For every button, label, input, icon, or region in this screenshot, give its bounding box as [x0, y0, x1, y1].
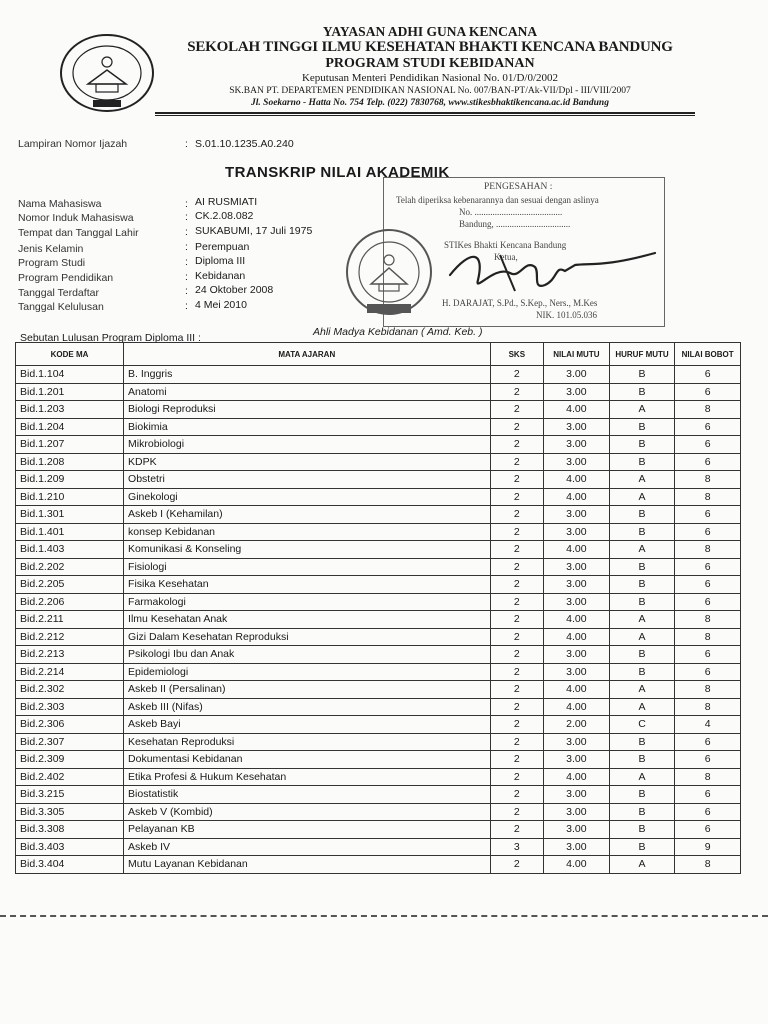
cell-kode: Bid.1.204: [16, 418, 124, 436]
cell-sks: 2: [490, 646, 544, 664]
cell-nilai-bobot: 8: [675, 681, 741, 699]
cell-kode: Bid.2.302: [16, 681, 124, 699]
table-row: [16, 663, 741, 681]
cell-sks: 2: [490, 401, 544, 419]
table-row: [16, 418, 741, 436]
cell-mata-ajaran: Biokimia: [124, 418, 491, 436]
pengesahan-line: Ketua,: [494, 252, 518, 262]
cell-mata-ajaran: Ginekologi: [124, 488, 491, 506]
cell-mata-ajaran: Anatomi: [124, 383, 491, 401]
table-row: [16, 558, 741, 576]
colon: :: [185, 285, 188, 297]
pengesahan-line: Telah diperiksa kebenarannya dan sesuai dengan aslinya: [396, 195, 599, 205]
colon: :: [185, 271, 188, 283]
cell-kode: Bid.3.404: [16, 856, 124, 874]
cell-huruf-mutu: A: [609, 401, 675, 419]
cell-mata-ajaran: Ilmu Kesehatan Anak: [124, 611, 491, 629]
cell-mata-ajaran: Gizi Dalam Kesehatan Reproduksi: [124, 628, 491, 646]
table-row: [16, 803, 741, 821]
cell-nilai-mutu: 4.00: [544, 628, 610, 646]
cell-nilai-bobot: 6: [675, 821, 741, 839]
cell-nilai-bobot: 8: [675, 628, 741, 646]
cell-mata-ajaran: konsep Kebidanan: [124, 523, 491, 541]
cell-nilai-mutu: 3.00: [544, 383, 610, 401]
cell-mata-ajaran: Pelayanan KB: [124, 821, 491, 839]
cell-nilai-bobot: 6: [675, 436, 741, 454]
cell-huruf-mutu: B: [609, 663, 675, 681]
cell-sks: 2: [490, 768, 544, 786]
cell-sks: 2: [490, 541, 544, 559]
school-logo: [58, 32, 156, 114]
cell-sks: 2: [490, 733, 544, 751]
table-row: [16, 506, 741, 524]
pengesahan-line: STIKes Bhakti Kencana Bandung: [444, 240, 567, 250]
cell-nilai-bobot: 6: [675, 786, 741, 804]
table-body: [16, 366, 741, 874]
pengesahan-line: Bandung, .................................: [459, 219, 571, 229]
table-row: [16, 786, 741, 804]
cell-huruf-mutu: B: [609, 558, 675, 576]
official-stamp: [343, 226, 435, 318]
cell-nilai-mutu: 2.00: [544, 716, 610, 734]
cell-sks: 2: [490, 418, 544, 436]
student-label: Nomor Induk Mahasiswa: [18, 212, 134, 224]
student-value: 4 Mei 2010: [195, 299, 247, 311]
cell-huruf-mutu: B: [609, 383, 675, 401]
school-name: SEKOLAH TINGGI ILMU KESEHATAN BHAKTI KENCANA BANDUNG: [187, 39, 673, 55]
table-row: [16, 401, 741, 419]
cell-sks: 2: [490, 436, 544, 454]
cell-kode: Bid.1.301: [16, 506, 124, 524]
pengesahan-line: No. .......................................: [459, 207, 563, 217]
cell-sks: 2: [490, 716, 544, 734]
header-rule: [155, 112, 695, 114]
cell-kode: Bid.3.403: [16, 838, 124, 856]
cell-nilai-mutu: 3.00: [544, 821, 610, 839]
student-value: CK.2.08.082: [195, 210, 254, 222]
cell-kode: Bid.1.201: [16, 383, 124, 401]
sebutan-value: Ahli Madya Kebidanan ( Amd. Keb. ): [313, 326, 483, 338]
cell-sks: 2: [490, 558, 544, 576]
table-row: [16, 611, 741, 629]
cell-huruf-mutu: B: [609, 838, 675, 856]
cell-nilai-bobot: 9: [675, 838, 741, 856]
cell-nilai-bobot: 6: [675, 576, 741, 594]
cell-huruf-mutu: C: [609, 716, 675, 734]
cell-huruf-mutu: A: [609, 611, 675, 629]
header-kode: KODE MA: [16, 343, 124, 366]
cell-mata-ajaran: Askeb I (Kehamilan): [124, 506, 491, 524]
cell-mata-ajaran: Obstetri: [124, 471, 491, 489]
cell-kode: Bid.2.214: [16, 663, 124, 681]
table-row: [16, 716, 741, 734]
cell-huruf-mutu: B: [609, 751, 675, 769]
cell-mata-ajaran: Mikrobiologi: [124, 436, 491, 454]
table-row: [16, 383, 741, 401]
table-row: [16, 768, 741, 786]
cell-nilai-bobot: 8: [675, 698, 741, 716]
cell-nilai-mutu: 3.00: [544, 593, 610, 611]
cell-kode: Bid.2.306: [16, 716, 124, 734]
cell-nilai-mutu: 3.00: [544, 663, 610, 681]
colon: :: [185, 198, 188, 210]
program-name: PROGRAM STUDI KEBIDANAN: [325, 56, 535, 71]
cell-huruf-mutu: B: [609, 646, 675, 664]
table-row: [16, 821, 741, 839]
cell-mata-ajaran: Psikologi Ibu dan Anak: [124, 646, 491, 664]
cell-nilai-bobot: 6: [675, 366, 741, 384]
signature: [440, 245, 665, 300]
cell-nilai-mutu: 3.00: [544, 558, 610, 576]
cell-sks: 2: [490, 506, 544, 524]
cell-sks: 2: [490, 453, 544, 471]
cell-huruf-mutu: A: [609, 698, 675, 716]
cell-nilai-mutu: 3.00: [544, 366, 610, 384]
cell-sks: 2: [490, 663, 544, 681]
cell-sks: 2: [490, 523, 544, 541]
cell-mata-ajaran: Fisiologi: [124, 558, 491, 576]
cell-kode: Bid.2.213: [16, 646, 124, 664]
header-rule-thin: [155, 115, 695, 116]
table-row: [16, 681, 741, 699]
cell-mata-ajaran: Askeb IV: [124, 838, 491, 856]
cell-kode: Bid.3.215: [16, 786, 124, 804]
student-label: Program Studi: [18, 257, 86, 269]
grades-table: [15, 342, 741, 874]
cell-mata-ajaran: Fisika Kesehatan: [124, 576, 491, 594]
cell-kode: Bid.1.208: [16, 453, 124, 471]
cell-nilai-bobot: 6: [675, 593, 741, 611]
cell-nilai-bobot: 6: [675, 418, 741, 436]
cell-nilai-mutu: 3.00: [544, 523, 610, 541]
cell-huruf-mutu: B: [609, 786, 675, 804]
cell-nilai-bobot: 6: [675, 383, 741, 401]
colon: :: [185, 241, 188, 253]
header-sks: SKS: [490, 343, 544, 366]
cell-huruf-mutu: A: [609, 541, 675, 559]
cell-nilai-mutu: 4.00: [544, 541, 610, 559]
cell-kode: Bid.2.202: [16, 558, 124, 576]
colon: :: [185, 138, 188, 150]
cell-sks: 2: [490, 698, 544, 716]
table-row: [16, 488, 741, 506]
cell-huruf-mutu: A: [609, 768, 675, 786]
student-label: Jenis Kelamin: [18, 243, 84, 255]
cell-nilai-mutu: 3.00: [544, 453, 610, 471]
table-row: [16, 751, 741, 769]
cell-mata-ajaran: Epidemiologi: [124, 663, 491, 681]
cell-mata-ajaran: Biologi Reproduksi: [124, 401, 491, 419]
student-value: Diploma III: [195, 255, 246, 267]
cell-nilai-mutu: 3.00: [544, 733, 610, 751]
table-row: [16, 541, 741, 559]
cell-huruf-mutu: B: [609, 733, 675, 751]
cell-sks: 2: [490, 681, 544, 699]
table-row: [16, 593, 741, 611]
cell-kode: Bid.1.203: [16, 401, 124, 419]
cell-nilai-mutu: 3.00: [544, 786, 610, 804]
cell-sks: 2: [490, 786, 544, 804]
table-row: [16, 646, 741, 664]
student-label: Program Pendidikan: [18, 272, 114, 284]
signatory-name: H. DARAJAT, S.Pd., S.Kep., Ners., M.Kes: [442, 298, 598, 308]
cell-kode: Bid.1.210: [16, 488, 124, 506]
address-line: Jl. Soekarno - Hatta No. 754 Telp. (022) 7830768, www.stikesbhaktikencana.ac.id Bandung: [251, 98, 609, 108]
student-label: Nama Mahasiswa: [18, 198, 102, 210]
cell-nilai-bobot: 6: [675, 733, 741, 751]
cell-nilai-mutu: 4.00: [544, 698, 610, 716]
cell-nilai-mutu: 3.00: [544, 576, 610, 594]
cell-kode: Bid.3.305: [16, 803, 124, 821]
cell-kode: Bid.1.403: [16, 541, 124, 559]
student-value: Perempuan: [195, 241, 250, 253]
cell-nilai-bobot: 8: [675, 401, 741, 419]
cell-mata-ajaran: KDPK: [124, 453, 491, 471]
table-row: [16, 856, 741, 874]
lampiran-label: Lampiran Nomor Ijazah: [18, 138, 128, 150]
cell-kode: Bid.2.212: [16, 628, 124, 646]
cell-sks: 2: [490, 488, 544, 506]
cell-mata-ajaran: Askeb III (Nifas): [124, 698, 491, 716]
cell-nilai-bobot: 6: [675, 453, 741, 471]
cell-nilai-mutu: 3.00: [544, 803, 610, 821]
cell-kode: Bid.3.308: [16, 821, 124, 839]
table-row: [16, 576, 741, 594]
cell-sks: 2: [490, 803, 544, 821]
student-value: SUKABUMI, 17 Juli 1975: [195, 225, 313, 237]
table-row: [16, 838, 741, 856]
cell-nilai-mutu: 4.00: [544, 471, 610, 489]
pengesahan-heading: PENGESAHAN :: [484, 182, 553, 192]
cell-huruf-mutu: B: [609, 821, 675, 839]
cell-nilai-mutu: 4.00: [544, 681, 610, 699]
cell-huruf-mutu: B: [609, 418, 675, 436]
cell-huruf-mutu: B: [609, 576, 675, 594]
cell-nilai-mutu: 3.00: [544, 838, 610, 856]
cell-mata-ajaran: Askeb Bayi: [124, 716, 491, 734]
cell-mata-ajaran: Farmakologi: [124, 593, 491, 611]
table-row: [16, 628, 741, 646]
cell-huruf-mutu: B: [609, 593, 675, 611]
student-label: Tanggal Kelulusan: [18, 301, 104, 313]
cell-nilai-mutu: 4.00: [544, 401, 610, 419]
cell-huruf-mutu: B: [609, 453, 675, 471]
cell-nilai-bobot: 6: [675, 663, 741, 681]
cell-huruf-mutu: B: [609, 803, 675, 821]
cell-kode: Bid.2.309: [16, 751, 124, 769]
accreditation-line: SK.BAN PT. DEPARTEMEN PENDIDIKAN NASIONAL No. 007/BAN-PT/Ak-VII/Dpl - III/VIII/2007: [229, 86, 631, 96]
cell-nilai-bobot: 6: [675, 646, 741, 664]
cell-nilai-mutu: 4.00: [544, 768, 610, 786]
cell-mata-ajaran: Biostatistik: [124, 786, 491, 804]
cell-kode: Bid.2.303: [16, 698, 124, 716]
student-label: Tempat dan Tanggal Lahir: [18, 227, 139, 239]
cell-nilai-mutu: 3.00: [544, 646, 610, 664]
colon: :: [185, 211, 188, 223]
sebutan-label: Sebutan Lulusan Program Diploma III :: [20, 332, 201, 344]
student-label: Tanggal Terdaftar: [18, 287, 99, 299]
cell-sks: 2: [490, 856, 544, 874]
lampiran-value: S.01.10.1235.A0.240: [195, 138, 294, 150]
student-value: 24 Oktober 2008: [195, 284, 274, 296]
cell-nilai-bobot: 8: [675, 541, 741, 559]
cell-nilai-mutu: 4.00: [544, 611, 610, 629]
cell-nilai-mutu: 3.00: [544, 436, 610, 454]
header-nilai-bobot: NILAI BOBOT: [675, 343, 741, 366]
table-row: [16, 733, 741, 751]
cell-sks: 2: [490, 593, 544, 611]
cell-nilai-bobot: 8: [675, 856, 741, 874]
cell-nilai-mutu: 3.00: [544, 506, 610, 524]
cell-mata-ajaran: Askeb V (Kombid): [124, 803, 491, 821]
table-row: [16, 366, 741, 384]
cell-huruf-mutu: A: [609, 856, 675, 874]
cell-mata-ajaran: Dokumentasi Kebidanan: [124, 751, 491, 769]
cell-nilai-bobot: 6: [675, 506, 741, 524]
colon: :: [185, 226, 188, 238]
cell-mata-ajaran: Komunikasi & Konseling: [124, 541, 491, 559]
cell-kode: Bid.2.206: [16, 593, 124, 611]
page-edge-line: [0, 915, 768, 917]
cell-sks: 2: [490, 471, 544, 489]
cell-huruf-mutu: A: [609, 488, 675, 506]
cell-kode: Bid.2.402: [16, 768, 124, 786]
cell-sks: 2: [490, 628, 544, 646]
document-title: TRANSKRIP NILAI AKADEMIK: [225, 164, 450, 181]
cell-huruf-mutu: A: [609, 628, 675, 646]
cell-kode: Bid.2.307: [16, 733, 124, 751]
cell-sks: 2: [490, 611, 544, 629]
colon: :: [185, 300, 188, 312]
student-value: Kebidanan: [195, 270, 246, 282]
cell-kode: Bid.1.207: [16, 436, 124, 454]
table-row: [16, 453, 741, 471]
cell-nilai-bobot: 6: [675, 751, 741, 769]
table-row: [16, 471, 741, 489]
cell-kode: Bid.1.104: [16, 366, 124, 384]
cell-kode: Bid.1.209: [16, 471, 124, 489]
header-nilai-mutu: NILAI MUTU: [544, 343, 610, 366]
header-huruf-mutu: HURUF MUTU: [609, 343, 675, 366]
cell-nilai-bobot: 6: [675, 558, 741, 576]
cell-mata-ajaran: Etika Profesi & Hukum Kesehatan: [124, 768, 491, 786]
cell-huruf-mutu: A: [609, 681, 675, 699]
cell-mata-ajaran: Kesehatan Reproduksi: [124, 733, 491, 751]
cell-kode: Bid.2.205: [16, 576, 124, 594]
cell-sks: 3: [490, 838, 544, 856]
cell-nilai-mutu: 4.00: [544, 856, 610, 874]
table-header-row: [16, 343, 741, 366]
colon: :: [185, 256, 188, 268]
cell-huruf-mutu: A: [609, 471, 675, 489]
cell-nilai-bobot: 8: [675, 488, 741, 506]
cell-sks: 2: [490, 366, 544, 384]
header-mata-ajaran: MATA AJARAN: [124, 343, 491, 366]
table-row: [16, 698, 741, 716]
cell-sks: 2: [490, 751, 544, 769]
cell-huruf-mutu: B: [609, 366, 675, 384]
cell-mata-ajaran: Askeb II (Persalinan): [124, 681, 491, 699]
cell-sks: 2: [490, 576, 544, 594]
cell-nilai-bobot: 8: [675, 611, 741, 629]
cell-mata-ajaran: B. Inggris: [124, 366, 491, 384]
cell-sks: 2: [490, 821, 544, 839]
table-row: [16, 523, 741, 541]
table-row: [16, 436, 741, 454]
cell-nilai-mutu: 3.00: [544, 418, 610, 436]
cell-kode: Bid.2.211: [16, 611, 124, 629]
decree-line: Keputusan Menteri Pendidikan Nasional No. 01/D/0/2002: [301, 72, 559, 84]
student-value: AI RUSMIATI: [195, 196, 258, 208]
cell-nilai-mutu: 4.00: [544, 488, 610, 506]
cell-huruf-mutu: B: [609, 523, 675, 541]
cell-huruf-mutu: B: [609, 436, 675, 454]
cell-nilai-mutu: 3.00: [544, 751, 610, 769]
cell-nilai-bobot: 6: [675, 803, 741, 821]
cell-huruf-mutu: B: [609, 506, 675, 524]
cell-nilai-bobot: 4: [675, 716, 741, 734]
cell-nilai-bobot: 8: [675, 471, 741, 489]
cell-kode: Bid.1.401: [16, 523, 124, 541]
cell-mata-ajaran: Mutu Layanan Kebidanan: [124, 856, 491, 874]
cell-sks: 2: [490, 383, 544, 401]
cell-nilai-bobot: 6: [675, 523, 741, 541]
foundation-name: YAYASAN ADHI GUNA KENCANA: [322, 24, 538, 39]
cell-nilai-bobot: 8: [675, 768, 741, 786]
signatory-nik: NIK. 101.05.036: [536, 310, 597, 320]
